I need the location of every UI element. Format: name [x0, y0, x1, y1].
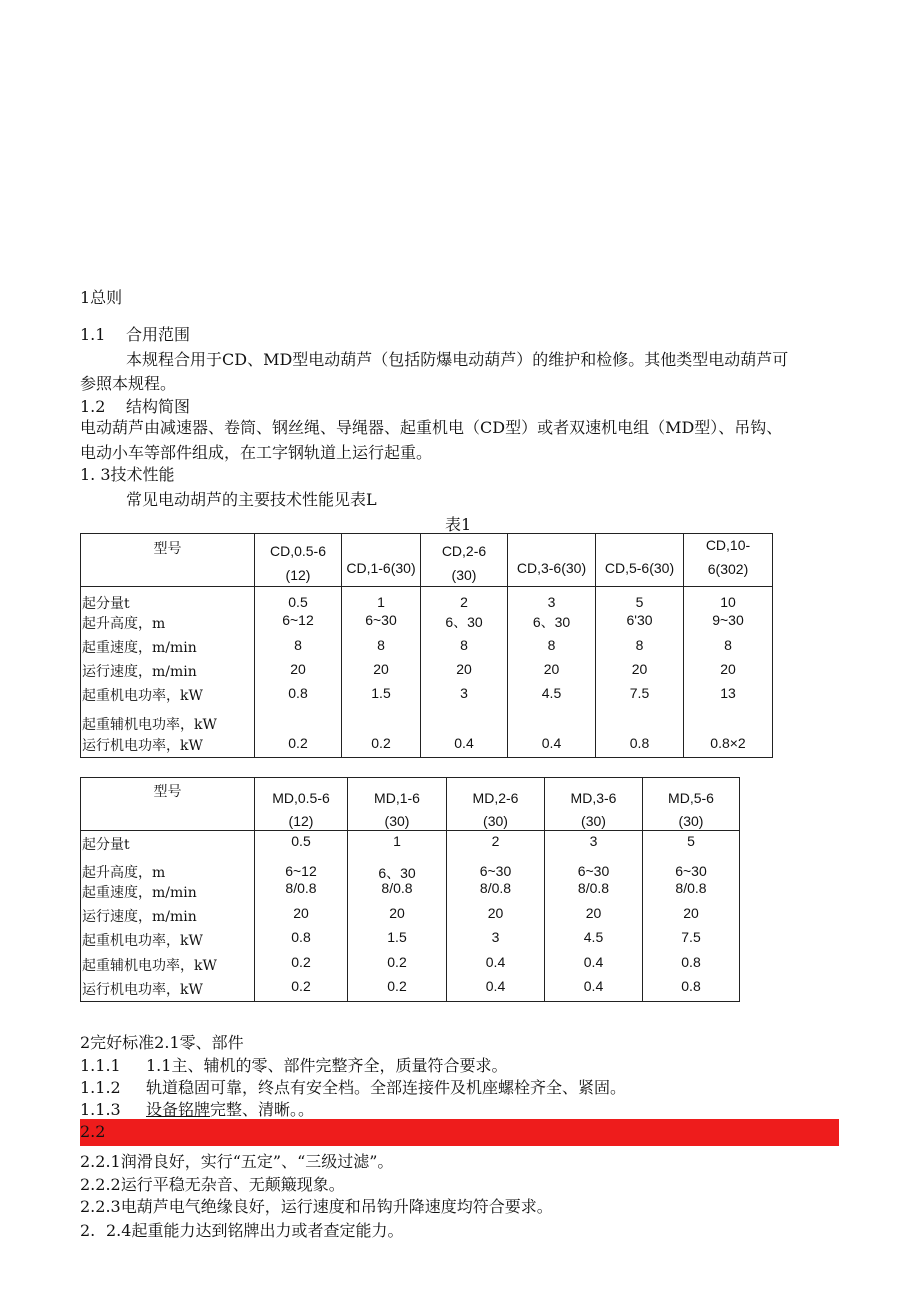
model-name: CD,10- — [705, 537, 751, 553]
lift-speed-value: 8/0.8 — [285, 880, 317, 896]
item-1-1-2-text: 轨道稳固可靠，终点有安全档。全部连接件及机座螺栓齐全、紧固。 — [146, 1078, 627, 1097]
item-1-1-3-text — [146, 1100, 314, 1120]
nameplate-underlined-text: 设备铭牌 — [146, 1100, 211, 1119]
aux-motor-value: 0.4 — [583, 954, 604, 970]
lift-height-value: 6、30 — [378, 865, 416, 881]
model-name: CD,2-6 — [441, 543, 487, 559]
section-1-2-number: 1.2 — [80, 397, 106, 416]
lift-height-value: 6~12 — [282, 612, 314, 628]
lift-motor-value: 4.5 — [583, 929, 604, 945]
travel-speed-value: 20 — [683, 905, 699, 921]
travel-speed-value: 20 — [631, 661, 648, 677]
travel-speed-value: 20 — [293, 905, 309, 921]
lift-height-value: 6~30 — [365, 612, 397, 628]
item-1-1-1-text: 1.1主、辅机的零、部件完整齐全，质量符合要求。 — [146, 1056, 508, 1075]
lift-height-value: 6~30 — [675, 863, 707, 879]
capacity-value: 1 — [393, 833, 401, 849]
model-name: MD,1-6 — [374, 790, 420, 806]
capacity-value: 10 — [720, 594, 736, 610]
lift-speed-value: 8/0.8 — [675, 880, 707, 896]
lift-motor-value: 1.5 — [371, 685, 391, 701]
section-1-1-title: 合用范围 — [126, 325, 191, 344]
lift-speed-value: 8/0.8 — [577, 880, 610, 896]
item-1-1-3-number: 1.1.3 — [80, 1100, 121, 1119]
lift-speed-value: 8 — [635, 637, 644, 653]
highlight-bar — [80, 1119, 839, 1146]
lift-speed-value: 8/0.8 — [479, 880, 512, 896]
travel-motor-value: 0.4 — [485, 978, 506, 994]
lift-motor-value: 7.5 — [629, 685, 650, 701]
table-body-row — [81, 831, 740, 1002]
model-name-suffix: (30) — [384, 813, 410, 829]
capacity-value: 3 — [589, 833, 598, 849]
travel-motor-value: 0.2 — [291, 978, 311, 994]
capacity-value: 0.5 — [291, 833, 311, 849]
lift-speed-value: 8/0.8 — [381, 880, 413, 896]
travel-motor-value: 0.2 — [371, 735, 391, 751]
model-name: CD,0.5-6 — [269, 543, 327, 559]
travel-speed-value: 20 — [720, 661, 736, 677]
capacity-value: 0.5 — [288, 594, 308, 610]
travel-motor-value: 0.4 — [454, 735, 474, 751]
lift-height-value: 6~12 — [285, 863, 317, 879]
row-label-lift-height: 起升高度，m — [82, 616, 166, 632]
table-header-row — [81, 534, 773, 587]
lift-height-value: 6、30 — [445, 614, 483, 630]
lift-height-value: 6~30 — [577, 863, 610, 879]
capacity-value: 5 — [635, 594, 644, 610]
model-name-suffix: (30) — [483, 813, 508, 829]
row-label-aux-motor: 起重辅机电功率，kW — [82, 717, 217, 733]
aux-motor-value: 0.2 — [387, 954, 407, 970]
travel-speed-value: 20 — [389, 905, 405, 921]
item-1-1-3-text-rest: 完整、清晰。。 — [210, 1100, 315, 1119]
section-1-2-paragraph-line2: 电动小车等部件组成，在工字钢轨道上运行起重。 — [80, 443, 433, 462]
lift-height-value: 6、30 — [532, 614, 571, 630]
model-name: MD,0.5-6 — [272, 790, 330, 806]
travel-speed-value: 20 — [585, 905, 602, 921]
row-label-lift-motor: 起重机电功率，kW — [82, 688, 203, 704]
item-2-2-2: 2.2.2运行平稳无杂音、无颠簸现象。 — [80, 1175, 345, 1194]
item-1-1-1-number: 1.1.1 — [80, 1056, 121, 1075]
section-1-1-number: 1.1 — [80, 325, 106, 344]
model-header-label: 型号 — [153, 784, 182, 800]
lift-speed-value: 8 — [294, 637, 302, 653]
travel-motor-value: 0.4 — [541, 735, 562, 751]
aux-motor-value: 0.8 — [681, 954, 701, 970]
model-name: MD,5-6 — [668, 790, 714, 806]
travel-motor-value: 0.4 — [583, 978, 604, 994]
section-1-2-title: 结构简图 — [126, 397, 191, 416]
row-label-capacity: 起分量t — [82, 837, 130, 853]
model-name: CD,1-6(30) — [346, 560, 416, 576]
section-1-title: 1总则 — [80, 288, 123, 307]
lift-height-value: 9~30 — [712, 612, 744, 628]
lift-speed-value: 8 — [377, 637, 385, 653]
lift-motor-value: 3 — [491, 929, 500, 945]
model-name: MD,2-6 — [472, 790, 519, 806]
row-label-aux-motor: 起重辅机电功率，kW — [82, 958, 217, 974]
model-header-label: 型号 — [153, 541, 182, 557]
lift-motor-value: 3 — [460, 685, 468, 701]
section-1-3-title: 1. 3技术性能 — [80, 465, 175, 484]
travel-motor-value: 0.8 — [629, 735, 650, 751]
travel-motor-value: 0.2 — [288, 735, 308, 751]
row-label-travel-motor: 运行机电功率，kW — [82, 738, 203, 754]
model-name: CD,5-6(30) — [604, 560, 675, 576]
lift-motor-value: 0.8 — [288, 685, 308, 701]
lift-motor-value: 1.5 — [387, 929, 407, 945]
lift-speed-value: 8 — [460, 637, 468, 653]
row-label-lift-speed: 起重速度，m/min — [82, 640, 197, 656]
lift-speed-value: 8 — [547, 637, 556, 653]
capacity-value: 2 — [491, 833, 500, 849]
item-2-2-3: 2.2.3电葫芦电气绝缘良好，运行速度和吊钩升降速度均符合要求。 — [80, 1197, 553, 1216]
item-2-2-1: 2.2.1润滑良好，实行“五定”、“三级过滤”。 — [80, 1152, 394, 1171]
travel-motor-value: 0.8×2 — [710, 735, 746, 751]
model-name-suffix: (12) — [288, 813, 314, 829]
model-name-suffix: (30) — [581, 813, 606, 829]
lift-height-value: 6~30 — [479, 863, 512, 879]
item-2-2-4-text: 2.4起重能力达到铭牌出力或者查定能力。 — [106, 1221, 404, 1240]
item-2-2-4-number: 2. — [80, 1221, 96, 1240]
aux-motor-value: 0.2 — [291, 954, 311, 970]
row-label-lift-height: 起升高度，m — [82, 865, 166, 881]
lift-motor-value: 0.8 — [291, 929, 311, 945]
model-name-suffix: 6(302) — [707, 561, 749, 577]
row-label-lift-speed: 起重速度，m/min — [82, 885, 197, 901]
lift-height-value: 6'30 — [626, 612, 653, 628]
section-2-2-title: 2.2 — [80, 1122, 106, 1141]
section-1-1-paragraph-line2: 参照本规程。 — [80, 374, 177, 393]
model-name-suffix: (12) — [285, 567, 311, 583]
cd-spec-table — [80, 533, 773, 758]
capacity-value: 3 — [547, 594, 556, 610]
capacity-value: 1 — [377, 594, 385, 610]
aux-motor-value: 0.4 — [485, 954, 506, 970]
row-label-travel-motor: 运行机电功率，kW — [82, 982, 203, 998]
model-name: CD,3-6(30) — [516, 560, 587, 576]
travel-speed-value: 20 — [290, 661, 306, 677]
capacity-value: 5 — [687, 833, 695, 849]
lift-speed-value: 8 — [724, 637, 732, 653]
item-1-1-2-number: 1.1.2 — [80, 1078, 121, 1097]
table-header-row — [81, 778, 740, 831]
model-name-suffix: (30) — [678, 813, 704, 829]
section-1-3-paragraph: 常见电动胡芦的主要技术性能见表L — [126, 490, 377, 509]
model-name-suffix: (30) — [451, 567, 477, 583]
travel-speed-value: 20 — [373, 661, 389, 677]
row-label-travel-speed: 运行速度，m/min — [82, 664, 197, 680]
travel-motor-value: 0.8 — [681, 978, 701, 994]
md-spec-table — [80, 777, 740, 1002]
section-2-title: 2完好标准2.1零、部件 — [80, 1033, 244, 1052]
lift-motor-value: 13 — [720, 685, 736, 701]
row-label-capacity: 起分量t — [82, 596, 130, 612]
travel-speed-value: 20 — [543, 661, 560, 677]
capacity-value: 2 — [460, 594, 468, 610]
row-label-travel-speed: 运行速度，m/min — [82, 909, 197, 925]
travel-motor-value: 0.2 — [387, 978, 407, 994]
section-1-2-paragraph-line1: 电动葫芦由减速器、卷筒、钢丝绳、导绳器、起重机电（CD型）或者双速机电组（MD型）、吊钩、 — [80, 418, 783, 437]
lift-motor-value: 7.5 — [681, 929, 701, 945]
row-label-lift-motor: 起重机电功率，kW — [82, 933, 203, 949]
table-caption: 表1 — [445, 515, 472, 534]
table-body-row — [81, 587, 773, 758]
travel-speed-value: 20 — [456, 661, 472, 677]
lift-motor-value: 4.5 — [541, 685, 562, 701]
model-name: MD,3-6 — [570, 790, 617, 806]
travel-speed-value: 20 — [487, 905, 504, 921]
section-1-1-paragraph-line1: 本规程合用于CD、MD型电动葫芦（包括防爆电动葫芦）的维护和检修。其他类型电动葫芦可 — [126, 350, 789, 369]
